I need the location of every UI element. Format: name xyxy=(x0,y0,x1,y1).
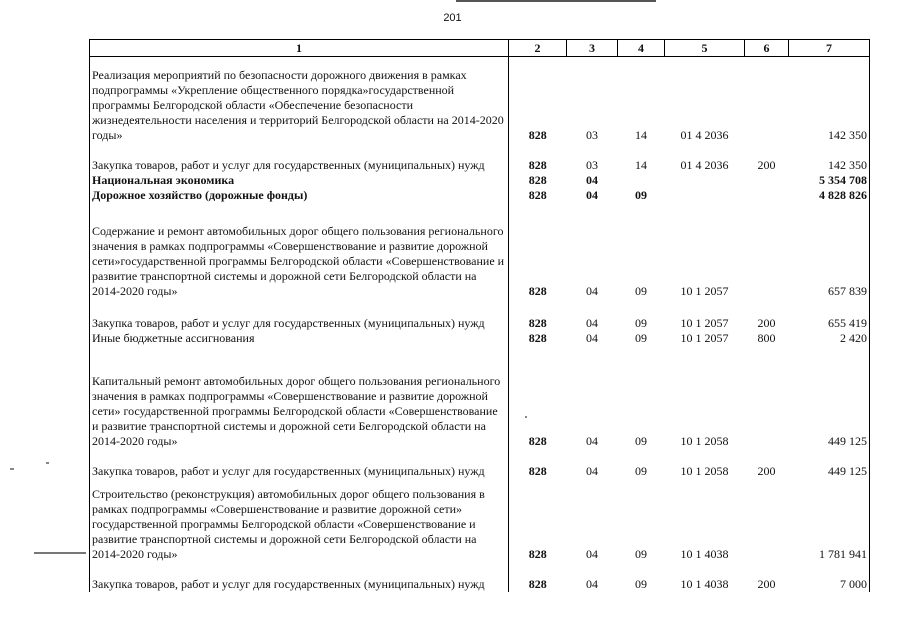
cell-target-article xyxy=(665,173,745,188)
col-header-5: 5 xyxy=(665,40,745,57)
cell-subsection: 14 xyxy=(635,127,647,142)
cell-target-article: 10 1 2057 xyxy=(680,330,729,345)
col-header-7: 7 xyxy=(789,40,870,57)
cell-target-article: 01 4 2036 xyxy=(680,157,729,172)
cell-section: 04 xyxy=(586,576,598,591)
cell-section: 03 xyxy=(586,127,598,142)
cell-amount: 655 419 xyxy=(789,299,870,331)
row-name: Строительство (реконструкция) автомобильных дорог общего пользования в рамках подпрограммы «Совершенствование и развитие дорожной сети» государственной программы Белгородской области «Совершенствование и развитие транспортной системы и дорожной сети Белгородской области на 2014-2020 годы» xyxy=(90,479,509,562)
cell-target-article: 10 1 2057 xyxy=(680,283,729,298)
cell-amount: 4 828 826 xyxy=(789,188,870,203)
cell-ministry: 828 xyxy=(528,127,547,142)
cell-amount: 1 781 941 xyxy=(789,479,870,562)
cell-target-article: 10 1 2057 xyxy=(680,315,729,330)
cell-ministry: 828 xyxy=(528,330,547,345)
cell-section: 04 xyxy=(586,315,598,330)
cell-expense-type xyxy=(745,203,789,299)
cell-subsection: 14 xyxy=(635,157,647,172)
cell-section: 04 xyxy=(586,283,598,298)
cell-expense-type: 800 xyxy=(757,330,776,345)
cell-target-article: 10 1 4038 xyxy=(680,576,729,591)
row-name: Закупка товаров, работ и услуг для государственных (муниципальных) нужд xyxy=(90,299,509,331)
table-row xyxy=(90,346,870,449)
col-header-3: 3 xyxy=(567,40,618,57)
cell-amount: 449 125 xyxy=(789,346,870,449)
row-name: Капитальный ремонт автомобильных дорог общего пользования регионального значения в рамках подпрограммы «Совершенствование и развитие дорожной сети» государственной программы Белгородской области «Совершенствование и развитие транспортной системы и дорожной сети Белгородской области на 2014-2020 годы» xyxy=(90,346,509,449)
cell-section: 03 xyxy=(586,157,598,172)
cell-subsection: 09 xyxy=(635,187,647,202)
scan-mark xyxy=(34,552,86,554)
col-header-6: 6 xyxy=(745,40,789,57)
row-name: Закупка товаров, работ и услуг для государственных (муниципальных) нужд xyxy=(90,562,509,592)
table-row xyxy=(90,562,870,592)
cell-expense-type xyxy=(745,188,789,203)
cell-subsection: 09 xyxy=(635,315,647,330)
cell-amount: 5 354 708 xyxy=(789,173,870,188)
row-name: Иные бюджетные ассигнования xyxy=(90,331,509,346)
cell-ministry: 828 xyxy=(528,157,547,172)
cell-ministry: 828 xyxy=(528,315,547,330)
row-name: Национальная экономика xyxy=(90,173,509,188)
budget-table xyxy=(89,39,870,592)
cell-ministry: 828 xyxy=(528,463,547,478)
cell-subsection: 09 xyxy=(635,463,647,478)
row-name: Содержание и ремонт автомобильных дорог общего пользования регионального значения в рамках подпрограммы «Совершенствование и развитие дорожной сети»государственной программы Белгородской области «Совершенствование и развитие транспортной системы и дорожной сети Белгородской области на 2014-2020 годы» xyxy=(90,203,509,299)
row-name: Закупка товаров, работ и услуг для государственных (муниципальных) нужд xyxy=(90,143,509,173)
scan-dot xyxy=(10,468,14,470)
cell-subsection: 09 xyxy=(635,330,647,345)
cell-section: 04 xyxy=(586,172,598,187)
cell-ministry: 828 xyxy=(528,172,547,187)
cell-expense-type: 200 xyxy=(757,463,776,478)
col-header-4: 4 xyxy=(618,40,665,57)
cell-expense-type xyxy=(745,479,789,562)
cell-expense-type: 200 xyxy=(757,576,776,591)
cell-target-article: 10 1 2058 xyxy=(680,433,729,448)
cell-target-article: 10 1 2058 xyxy=(680,463,729,478)
scan-dot xyxy=(46,462,49,464)
page-number: 201 xyxy=(443,12,462,24)
col-header-2: 2 xyxy=(509,40,567,57)
cell-amount: 142 350 xyxy=(789,57,870,143)
cell-expense-type xyxy=(745,173,789,188)
row-name: Реализация мероприятий по безопасности дорожного движения в рамках подпрограммы «Укрепление общественного порядка»государственной программы Белгородской области «Обеспечение безопасности жизнедеятельности населения и территорий Белгородской области на 2014-2020 годы» xyxy=(90,57,509,143)
table-row xyxy=(90,203,870,299)
cell-expense-type: 200 xyxy=(757,157,776,172)
cell-ministry: 828 xyxy=(528,433,547,448)
table-row xyxy=(90,479,870,562)
scan-dot xyxy=(525,416,527,418)
cell-subsection: 09 xyxy=(635,576,647,591)
table-row xyxy=(90,173,870,188)
cell-ministry: 828 xyxy=(528,576,547,591)
table-row xyxy=(90,188,870,203)
cell-subsection xyxy=(618,173,665,188)
cell-ministry: 828 xyxy=(528,283,547,298)
cell-expense-type xyxy=(745,346,789,449)
cell-amount: 2 420 xyxy=(789,331,870,346)
table-row xyxy=(90,57,870,143)
cell-amount: 449 125 xyxy=(789,449,870,479)
cell-expense-type xyxy=(745,57,789,143)
cell-section: 04 xyxy=(586,463,598,478)
cell-expense-type: 200 xyxy=(757,315,776,330)
cell-subsection: 09 xyxy=(635,283,647,298)
cell-section: 04 xyxy=(586,546,598,561)
cell-target-article xyxy=(665,188,745,203)
cell-subsection: 09 xyxy=(635,546,647,561)
cell-section: 04 xyxy=(586,330,598,345)
row-name: Закупка товаров, работ и услуг для государственных (муниципальных) нужд xyxy=(90,449,509,479)
table-row xyxy=(90,331,870,346)
cell-target-article: 01 4 2036 xyxy=(680,127,729,142)
top-edge-line xyxy=(456,0,656,2)
cell-ministry: 828 xyxy=(528,546,547,561)
row-name: Дорожное хозяйство (дорожные фонды) xyxy=(90,188,509,203)
cell-amount: 7 000 xyxy=(789,562,870,592)
table-row xyxy=(90,449,870,479)
cell-subsection: 09 xyxy=(635,433,647,448)
header-row xyxy=(90,40,870,57)
cell-amount: 657 839 xyxy=(789,203,870,299)
cell-target-article: 10 1 4038 xyxy=(680,546,729,561)
table-row xyxy=(90,299,870,331)
table-row xyxy=(90,143,870,173)
cell-ministry: 828 xyxy=(528,187,547,202)
cell-section: 04 xyxy=(586,433,598,448)
cell-amount: 142 350 xyxy=(789,143,870,173)
cell-section: 04 xyxy=(586,187,598,202)
col-header-1: 1 xyxy=(90,40,509,57)
